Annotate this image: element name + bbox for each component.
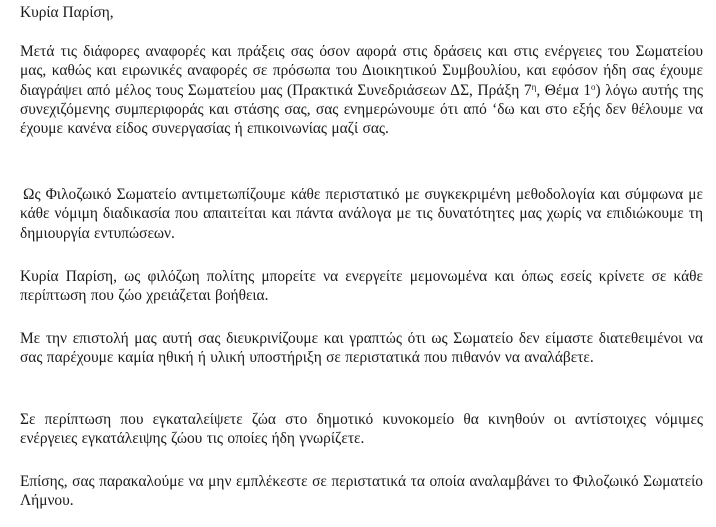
superscript-eta: η: [531, 81, 537, 92]
paragraph-5: Σε περίπτωση που εγκαταλείψετε ζώα στο δημοτικό κυνοκομείο θα κινηθούν οι αντίστοιχες νόμιμες ενέργειες εγκατάλειψης ζώου τις οποίες ήδη γνωρίζετε.: [20, 411, 703, 448]
paragraph-4: Με την επιστολή μας αυτή σας διευκρινίζουμε και γραπτώς ότι ως Σωματείο δεν είμαστε διατεθειμένοι να σας παρέχουμε καμία ηθική ή υλική υποστήριξη σε περιστατικά που πιθανόν να αναλάβετε.: [20, 330, 703, 367]
paragraph-1-text-c: ) λόγω αυτής της συνεχιζόμενης συμπεριφοράς και στάσης σας, σας ενημερώνουμε ότι από ‘δω και στο εξής δεν θέλουμε να έχουμε κανένα είδος συνεργασίας ή επικοινωνίας μαζί σας.: [20, 81, 703, 138]
paragraph-1: [20, 42, 703, 138]
paragraph-1-text-a: Μετά τις διάφορες αναφορές και πράξεις σας όσον αφορά στις δράσεις και στις ενέργειες του Σωματείου μας, καθώς και ειρωνικές αναφορές σε πρόσωπα του Διοικητικού Συμβουλίου, και εφόσον ήδη σας έχουμε διαγράψει από μέλος τους Σωματείου μας (Πρακτικά Συνεδριάσεων ΔΣ, Πράξη 7: [20, 43, 703, 99]
paragraph-2: Ως Φιλοζωικό Σωματείο αντιμετωπίζουμε κάθε περιστατικό με συγκεκριμένη μεθοδολογία και σύμφωνα με κάθε νόμιμη διαδικασία που απαιτείται και πάντα ανάλογα με τις δυνατότητες μας χωρίς να επιδιώκουμε τη δημιουργία εντυπώσεων.: [20, 186, 703, 242]
superscript-omicron: ο: [591, 81, 596, 92]
paragraph-6: Επίσης, σας παρακαλούμε να μην εμπλέκεστε σε περιστατικά τα οποία αναλαμβάνει το Φιλοζωικό Σωματείο Λήμνου.: [20, 473, 703, 510]
paragraph-1-text-b: , Θέμα 1: [536, 81, 592, 99]
paragraph-3: Κυρία Παρίση, ως φιλόζωη πολίτης μπορείτε να ενεργείτε μεμονωμένα και όπως εσείς κρίνετε σε κάθε περίπτωση που ζώο χρειάζεται βοήθεια.: [20, 268, 703, 305]
letter-greeting: Κυρία Παρίση,: [20, 4, 114, 21]
